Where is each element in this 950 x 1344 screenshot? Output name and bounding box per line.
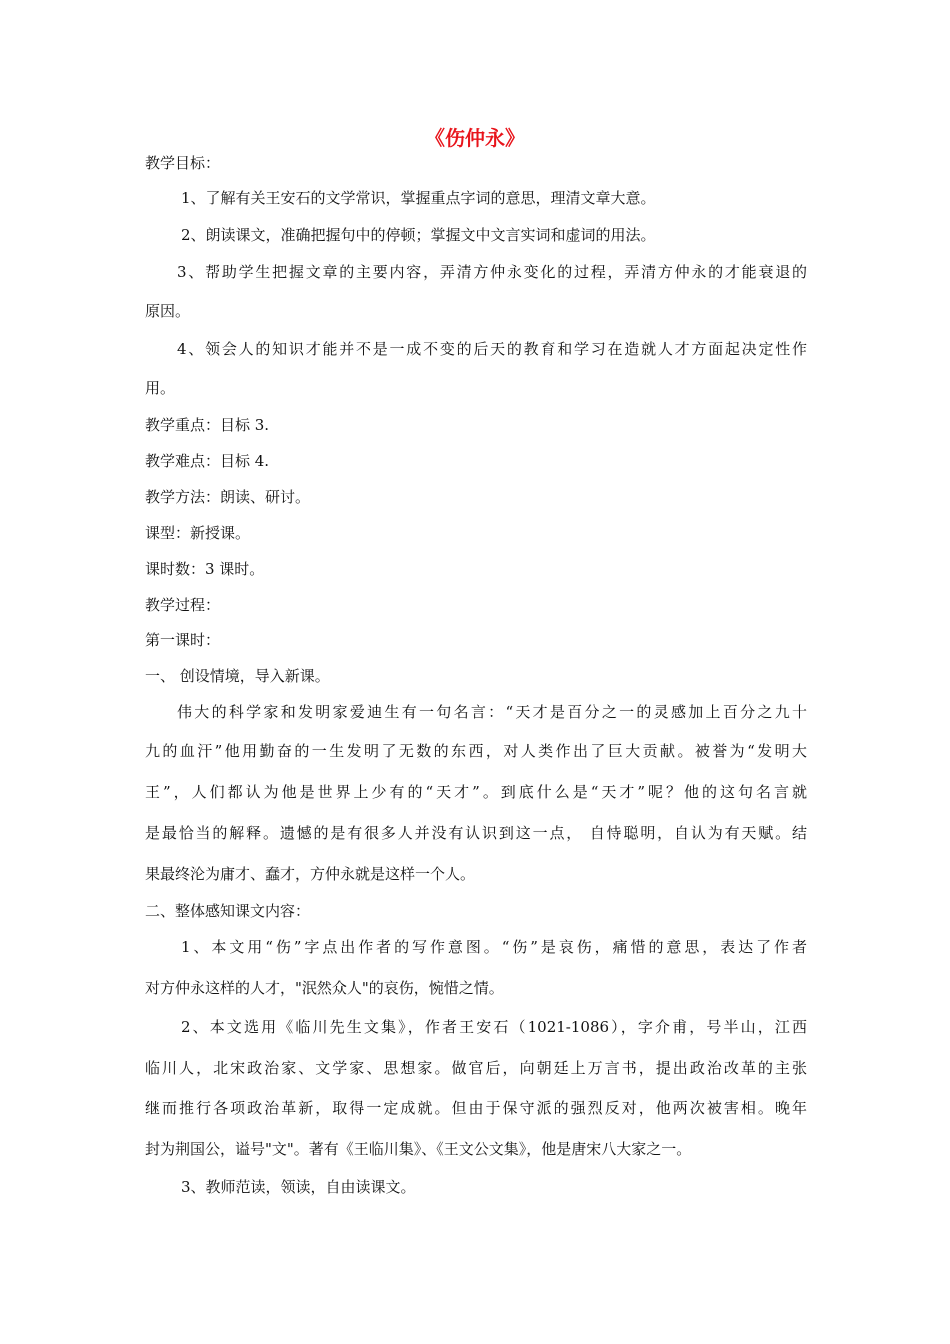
point-1-line-1: 1、本文用“伤”字点出作者的写作意图。“伤”是哀伤，痛惜的意思，表达了作者 [181, 938, 807, 956]
goal-3-line-2: 原因。 [145, 302, 191, 320]
point-3: 3、教师范读，领读，自由读课文。 [181, 1178, 416, 1196]
heading-teaching-goals: 教学目标： [145, 154, 221, 172]
intro-paragraph-line-2: 九的血汗”他用勤奋的一生发明了无数的东西，对人类作出了巨大贡献。被誉为“发明大 [145, 742, 807, 760]
section-1-heading: 一、 创设情境，导入新课。 [145, 667, 330, 685]
heading-first-lesson: 第一课时： [145, 631, 221, 649]
teaching-method: 教学方法：朗读、研讨。 [145, 488, 311, 506]
document-title: 《伤仲永》 [425, 126, 525, 150]
goal-3-line-1: 3、帮助学生把握文章的主要内容，弄清方仲永变化的过程，弄清方仲永的才能衰退的 [177, 263, 807, 281]
goal-2: 2、朗读课文，准确把握句中的停顿；掌握文中文言实词和虚词的用法。 [181, 226, 656, 244]
intro-paragraph-line-5: 果最终沦为庸才、蠢才，方仲永就是这样一个人。 [145, 865, 476, 883]
goal-4-line-1: 4、领会人的知识才能并不是一成不变的后天的教育和学习在造就人才方面起决定性作 [177, 340, 807, 358]
lesson-type: 课型：新授课。 [145, 524, 251, 542]
lesson-hours: 课时数：3 课时。 [145, 560, 265, 578]
point-2-line-2: 临川人，北宋政治家、文学家、思想家。做官后，向朝廷上万言书，提出政治改革的主张 [145, 1059, 807, 1077]
point-1-line-2: 对方仲永这样的人才，"泯然众人"的哀伤，惋惜之情。 [145, 979, 504, 997]
teaching-focus: 教学重点：目标 3. [145, 416, 270, 434]
point-2-line-4: 封为荆国公，谥号"文"。著有《王临川集》、《王文公文集》，他是唐宋八大家之一。 [145, 1140, 692, 1158]
intro-paragraph-line-3: 王”，人们都认为他是世界上少有的“天才”。到底什么是“天才”呢？他的这句名言就 [145, 783, 807, 801]
heading-teaching-process: 教学过程： [145, 596, 221, 614]
goal-1: 1、了解有关王安石的文学常识，掌握重点字词的意思，理清文章大意。 [181, 189, 656, 207]
point-2-line-3: 继而推行各项政治革新，取得一定成就。但由于保守派的强烈反对，他两次被害相。晚年 [145, 1099, 807, 1117]
section-2-heading: 二、整体感知课文内容： [145, 902, 311, 920]
point-2-line-1: 2、本文选用《临川先生文集》，作者王安石（1021-1086），字介甫，号半山，江西 [181, 1018, 807, 1036]
intro-paragraph-line-4: 是最恰当的解释。遗憾的是有很多人并没有认识到这一点， 自恃聪明，自认为有天赋。结 [145, 824, 807, 842]
goal-4-line-2: 用。 [145, 379, 176, 397]
intro-paragraph-line-1: 伟大的科学家和发明家爱迪生有一句名言：“天才是百分之一的灵感加上百分之九十 [177, 703, 807, 721]
teaching-difficulty: 教学难点：目标 4. [145, 452, 270, 470]
